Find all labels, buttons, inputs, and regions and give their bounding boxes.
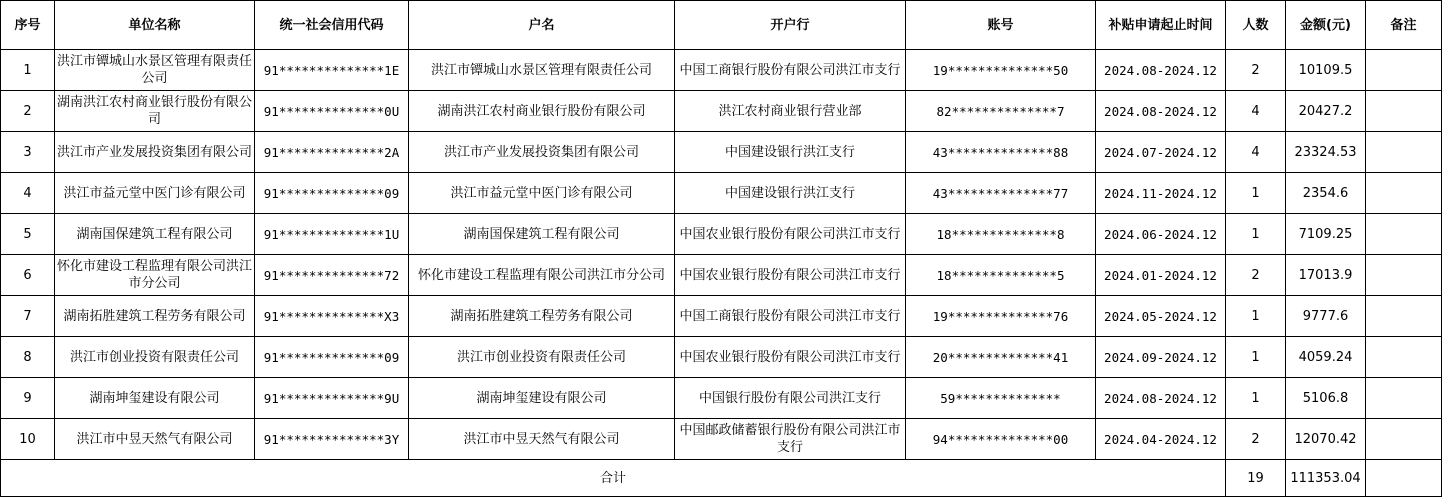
cell-bank: 中国农业银行股份有限公司洪江市支行 xyxy=(675,337,906,378)
total-people: 19 xyxy=(1226,460,1286,497)
cell-account-no: 43**************88 xyxy=(906,132,1096,173)
header-amount: 金额(元) xyxy=(1286,1,1366,50)
cell-account-name: 湖南拓胜建筑工程劳务有限公司 xyxy=(409,296,675,337)
total-label: 合计 xyxy=(1,460,1226,497)
cell-remark xyxy=(1366,296,1442,337)
cell-bank: 中国邮政储蓄银行股份有限公司洪江市支行 xyxy=(675,419,906,460)
cell-account-no: 18**************8 xyxy=(906,214,1096,255)
cell-amount: 9777.6 xyxy=(1286,296,1366,337)
header-remark: 备注 xyxy=(1366,1,1442,50)
cell-seq: 3 xyxy=(1,132,55,173)
cell-bank: 中国建设银行洪江支行 xyxy=(675,173,906,214)
cell-remark xyxy=(1366,419,1442,460)
header-period: 补贴申请起止时间 xyxy=(1096,1,1226,50)
cell-account-no: 94**************00 xyxy=(906,419,1096,460)
cell-seq: 5 xyxy=(1,214,55,255)
cell-unit: 洪江市产业发展投资集团有限公司 xyxy=(55,132,255,173)
cell-amount: 12070.42 xyxy=(1286,419,1366,460)
cell-people: 1 xyxy=(1226,173,1286,214)
cell-seq: 6 xyxy=(1,255,55,296)
cell-people: 2 xyxy=(1226,255,1286,296)
header-bank: 开户行 xyxy=(675,1,906,50)
cell-bank: 中国工商银行股份有限公司洪江市支行 xyxy=(675,50,906,91)
cell-remark xyxy=(1366,337,1442,378)
cell-account-name: 湖南洪江农村商业银行股份有限公司 xyxy=(409,91,675,132)
cell-account-name: 洪江市镡城山水景区管理有限责任公司 xyxy=(409,50,675,91)
cell-credit-code: 91**************1U xyxy=(255,214,409,255)
cell-bank: 中国工商银行股份有限公司洪江市支行 xyxy=(675,296,906,337)
cell-unit: 湖南国保建筑工程有限公司 xyxy=(55,214,255,255)
cell-account-no: 19**************50 xyxy=(906,50,1096,91)
cell-credit-code: 91**************9U xyxy=(255,378,409,419)
cell-unit: 洪江市益元堂中医门诊有限公司 xyxy=(55,173,255,214)
cell-people: 4 xyxy=(1226,91,1286,132)
table-row xyxy=(1,91,1442,132)
header-people: 人数 xyxy=(1226,1,1286,50)
cell-account-no: 59************** xyxy=(906,378,1096,419)
cell-unit: 怀化市建设工程监理有限公司洪江市分公司 xyxy=(55,255,255,296)
cell-remark xyxy=(1366,255,1442,296)
cell-unit: 洪江市镡城山水景区管理有限责任公司 xyxy=(55,50,255,91)
cell-account-name: 洪江市益元堂中医门诊有限公司 xyxy=(409,173,675,214)
cell-remark xyxy=(1366,50,1442,91)
cell-period: 2024.11-2024.12 xyxy=(1096,173,1226,214)
table-row xyxy=(1,173,1442,214)
cell-account-no: 19**************76 xyxy=(906,296,1096,337)
cell-people: 1 xyxy=(1226,337,1286,378)
cell-unit: 洪江市创业投资有限责任公司 xyxy=(55,337,255,378)
cell-unit: 湖南拓胜建筑工程劳务有限公司 xyxy=(55,296,255,337)
cell-unit: 湖南坤玺建设有限公司 xyxy=(55,378,255,419)
cell-people: 4 xyxy=(1226,132,1286,173)
cell-credit-code: 91**************3Y xyxy=(255,419,409,460)
cell-remark xyxy=(1366,173,1442,214)
cell-account-no: 43**************77 xyxy=(906,173,1096,214)
cell-amount: 4059.24 xyxy=(1286,337,1366,378)
total-remark xyxy=(1366,460,1442,497)
cell-credit-code: 91**************72 xyxy=(255,255,409,296)
total-row xyxy=(1,460,1442,497)
cell-period: 2024.07-2024.12 xyxy=(1096,132,1226,173)
header-seq: 序号 xyxy=(1,1,55,50)
cell-account-name: 湖南国保建筑工程有限公司 xyxy=(409,214,675,255)
cell-period: 2024.05-2024.12 xyxy=(1096,296,1226,337)
cell-period: 2024.01-2024.12 xyxy=(1096,255,1226,296)
cell-seq: 10 xyxy=(1,419,55,460)
cell-people: 2 xyxy=(1226,50,1286,91)
cell-amount: 17013.9 xyxy=(1286,255,1366,296)
cell-remark xyxy=(1366,132,1442,173)
cell-remark xyxy=(1366,378,1442,419)
cell-period: 2024.08-2024.12 xyxy=(1096,378,1226,419)
cell-period: 2024.06-2024.12 xyxy=(1096,214,1226,255)
table-row xyxy=(1,378,1442,419)
cell-seq: 2 xyxy=(1,91,55,132)
cell-seq: 1 xyxy=(1,50,55,91)
cell-bank: 中国农业银行股份有限公司洪江市支行 xyxy=(675,255,906,296)
cell-credit-code: 91**************X3 xyxy=(255,296,409,337)
cell-seq: 9 xyxy=(1,378,55,419)
cell-period: 2024.09-2024.12 xyxy=(1096,337,1226,378)
cell-people: 1 xyxy=(1226,214,1286,255)
cell-account-no: 18**************5 xyxy=(906,255,1096,296)
header-unit: 单位名称 xyxy=(55,1,255,50)
cell-bank: 中国农业银行股份有限公司洪江市支行 xyxy=(675,214,906,255)
cell-seq: 4 xyxy=(1,173,55,214)
header-row xyxy=(1,1,1442,50)
cell-people: 1 xyxy=(1226,378,1286,419)
cell-amount: 20427.2 xyxy=(1286,91,1366,132)
table-row xyxy=(1,214,1442,255)
cell-period: 2024.08-2024.12 xyxy=(1096,91,1226,132)
header-account-name: 户名 xyxy=(409,1,675,50)
cell-seq: 7 xyxy=(1,296,55,337)
cell-seq: 8 xyxy=(1,337,55,378)
cell-account-name: 洪江市产业发展投资集团有限公司 xyxy=(409,132,675,173)
cell-amount: 5106.8 xyxy=(1286,378,1366,419)
cell-amount: 7109.25 xyxy=(1286,214,1366,255)
cell-account-name: 怀化市建设工程监理有限公司洪江市分公司 xyxy=(409,255,675,296)
cell-people: 1 xyxy=(1226,296,1286,337)
table-row xyxy=(1,419,1442,460)
cell-bank: 中国银行股份有限公司洪江支行 xyxy=(675,378,906,419)
cell-remark xyxy=(1366,91,1442,132)
header-account-no: 账号 xyxy=(906,1,1096,50)
cell-amount: 2354.6 xyxy=(1286,173,1366,214)
cell-account-no: 20**************41 xyxy=(906,337,1096,378)
cell-account-name: 湖南坤玺建设有限公司 xyxy=(409,378,675,419)
table-row xyxy=(1,337,1442,378)
table-row xyxy=(1,296,1442,337)
cell-bank: 洪江农村商业银行营业部 xyxy=(675,91,906,132)
cell-bank: 中国建设银行洪江支行 xyxy=(675,132,906,173)
cell-remark xyxy=(1366,214,1442,255)
table-row xyxy=(1,50,1442,91)
cell-account-name: 洪江市创业投资有限责任公司 xyxy=(409,337,675,378)
cell-amount: 10109.5 xyxy=(1286,50,1366,91)
cell-period: 2024.04-2024.12 xyxy=(1096,419,1226,460)
total-amount: 111353.04 xyxy=(1286,460,1366,497)
cell-people: 2 xyxy=(1226,419,1286,460)
cell-unit: 洪江市中昱天然气有限公司 xyxy=(55,419,255,460)
cell-period: 2024.08-2024.12 xyxy=(1096,50,1226,91)
cell-account-name: 洪江市中昱天然气有限公司 xyxy=(409,419,675,460)
cell-credit-code: 91**************1E xyxy=(255,50,409,91)
table-row xyxy=(1,132,1442,173)
header-credit-code: 统一社会信用代码 xyxy=(255,1,409,50)
table-row xyxy=(1,255,1442,296)
cell-credit-code: 91**************2A xyxy=(255,132,409,173)
cell-account-no: 82**************7 xyxy=(906,91,1096,132)
cell-credit-code: 91**************09 xyxy=(255,337,409,378)
cell-unit: 湖南洪江农村商业银行股份有限公司 xyxy=(55,91,255,132)
cell-credit-code: 91**************09 xyxy=(255,173,409,214)
cell-credit-code: 91**************0U xyxy=(255,91,409,132)
cell-amount: 23324.53 xyxy=(1286,132,1366,173)
